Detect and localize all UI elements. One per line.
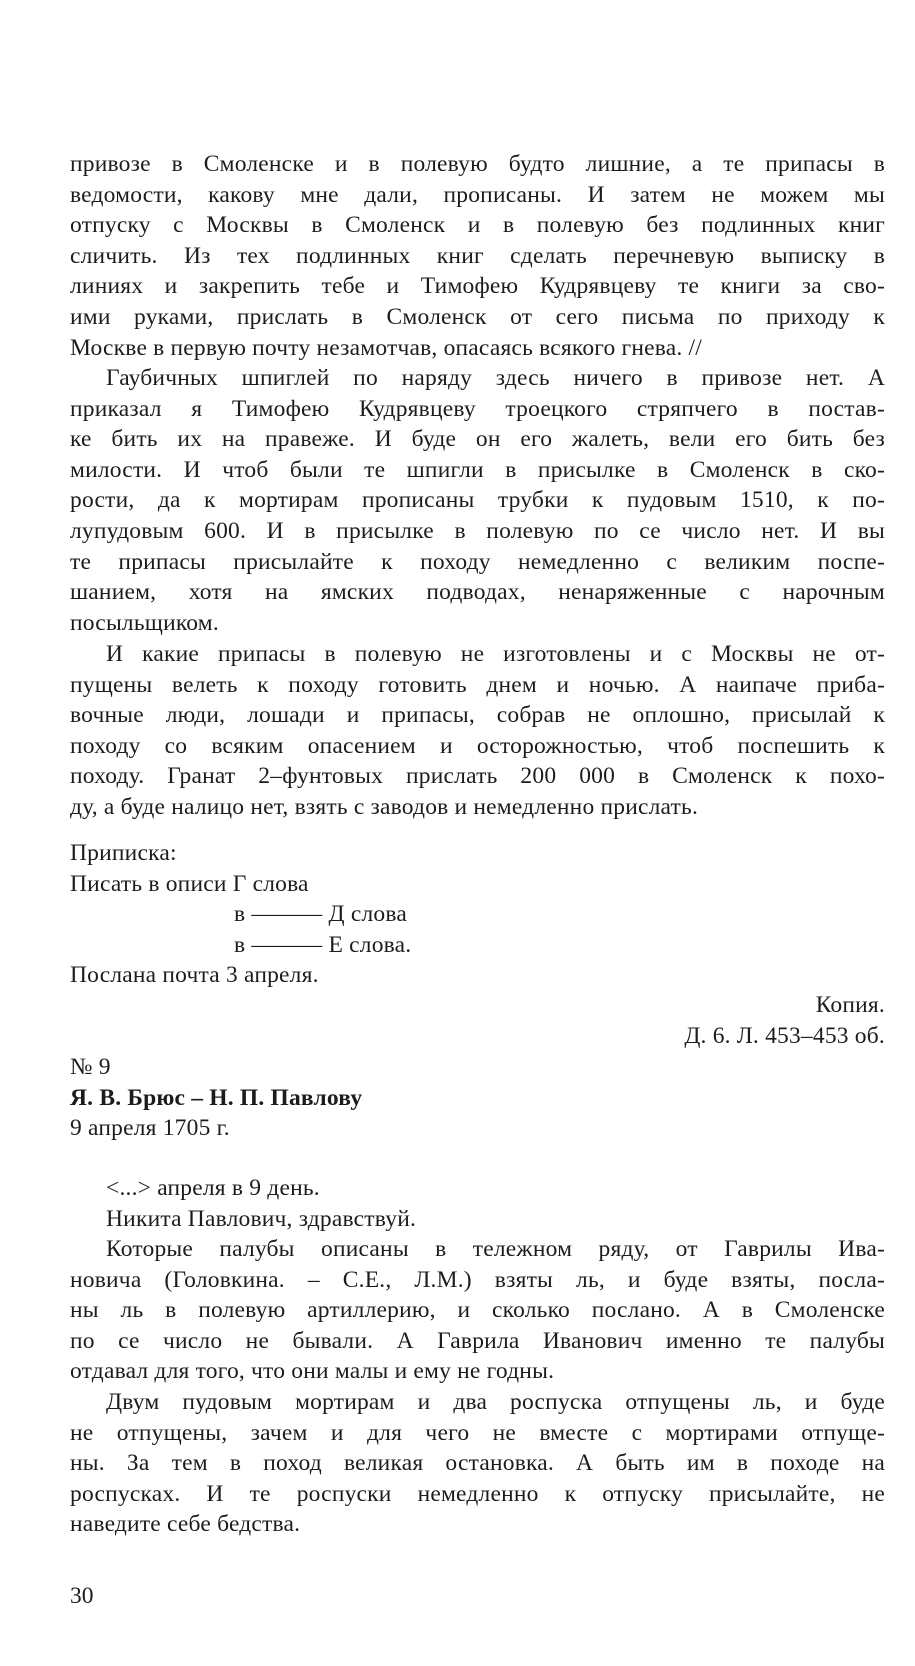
text-line: отдавал для того, что они малы и ему не годны.	[70, 1358, 555, 1385]
text-line: не отпущены, зачем и для чего не вместе с мортирами отпуще-	[70, 1419, 885, 1446]
text-line: те припасы присылайте к походу немедленно с великим поспе-	[70, 548, 885, 575]
text-line: новича (Головкина. – С.Е., Л.М.) взяты ль, и буде взяты, посла-	[70, 1266, 885, 1293]
source-reference	[70, 990, 885, 1051]
text-line: ны ль в полевую артиллерию, и сколько послано. А в Смоленске	[70, 1297, 885, 1324]
document-date: 9 апреля 1705 г.	[70, 1115, 230, 1142]
text-line: пущены велеть к походу готовить днем и ночью. А наипаче приба-	[70, 671, 885, 698]
postscript-line: Писать в описи Г слова	[70, 870, 309, 897]
copy-label: Копия.	[815, 992, 885, 1018]
paragraph-3	[70, 639, 885, 823]
letter-paragraph-1	[70, 1234, 885, 1387]
letter-date-line: <...> апреля в 9 день.	[106, 1175, 320, 1201]
text-line: посыльщиком.	[70, 609, 219, 636]
postscript-line: в ——— Д слова	[234, 901, 407, 928]
paragraph-2	[70, 363, 885, 638]
text-line: ведомости, какову мне дали, прописаны. И затем не можем мы	[70, 181, 885, 208]
document-number: № 9	[70, 1054, 111, 1080]
postscript-heading: Приписка:	[70, 840, 177, 866]
paragraph-1	[70, 149, 885, 363]
text-line: лупудовым 600. И в присылке в полевую по се число нет. И вы	[70, 517, 885, 544]
text-line: шанием, хотя на ямских подводах, ненаряженные с нарочным	[70, 579, 885, 606]
text-line: роспусках. И те роспуски немедленно к отпуску присылайте, не	[70, 1480, 885, 1507]
text-line: отпуску с Москвы в Смоленск и в полевую без подлинных книг	[70, 212, 885, 239]
letter-opening	[70, 1173, 885, 1234]
text-line: наведите себе бедства.	[70, 1511, 301, 1538]
text-line: Москве в первую почту незамотчав, опасаясь всякого гнева. //	[70, 334, 703, 361]
text-line: походу со всяким опасением и осторожностью, чтоб поспешить к	[70, 732, 885, 759]
postscript	[70, 838, 885, 991]
letter-greeting: Никита Павлович, здравствуй.	[106, 1205, 417, 1232]
text-line: вочные люди, лошади и припасы, собрав не оплошно, присылай к	[70, 702, 885, 729]
text-line: приказал я Тимофею Кудрявцеву троецкого стряпчего в постав-	[70, 395, 885, 422]
text-line: ны. За тем в поход великая остановка. А быть им в походе на	[70, 1450, 885, 1477]
text-line: привозе в Смоленске и в полевую будто лишние, а те припасы в	[70, 151, 885, 177]
text-line: походу. Гранат 2–фунтовых прислать 200 000 в Смоленск к похо-	[70, 763, 885, 790]
postscript-line: Послана почта 3 апреля.	[70, 962, 319, 989]
document-header	[70, 1052, 885, 1144]
archive-reference: Д. 6. Л. 453–453 об.	[684, 1022, 885, 1049]
text-line: Гаубичных шпиглей по наряду здесь ничего в привозе нет. А	[106, 365, 885, 391]
letter-paragraph-2	[70, 1387, 885, 1540]
text-line: Которые палубы описаны в тележном ряду, от Гаврилы Ива-	[106, 1236, 885, 1262]
text-line: линиях и закрепить тебе и Тимофею Кудрявцеву те книги за сво-	[70, 273, 885, 300]
text-line: по се число не бывали. А Гаврила Иванович именно те палубы	[70, 1327, 885, 1354]
document-title: Я. В. Брюс – Н. П. Павлову	[70, 1084, 363, 1111]
postscript-line: в ——— Е слова.	[234, 931, 412, 958]
text-line: И какие припасы в полевую не изготовлены и с Москвы не от-	[106, 641, 885, 667]
text-line: ду, а буде налицо нет, взять с заводов и немедленно прислать.	[70, 793, 699, 820]
text-line: ими руками, прислать в Смоленск от сего письма по приходу к	[70, 303, 885, 330]
text-line: рости, да к мортирам прописаны трубки к пудовым 1510, к по-	[70, 487, 885, 514]
text-line: милости. И чтоб были те шпигли в присылке в Смоленск в ско-	[70, 456, 885, 483]
page-number: 30	[70, 1583, 94, 1609]
text-line: Двум пудовым мортирам и два роспуска отпущены ль, и буде	[106, 1389, 885, 1415]
text-line: сличить. Из тех подлинных книг сделать перечневую выписку в	[70, 242, 885, 269]
text-line: ке бить их на правеже. И буде он его жалеть, вели его бить без	[70, 426, 885, 453]
